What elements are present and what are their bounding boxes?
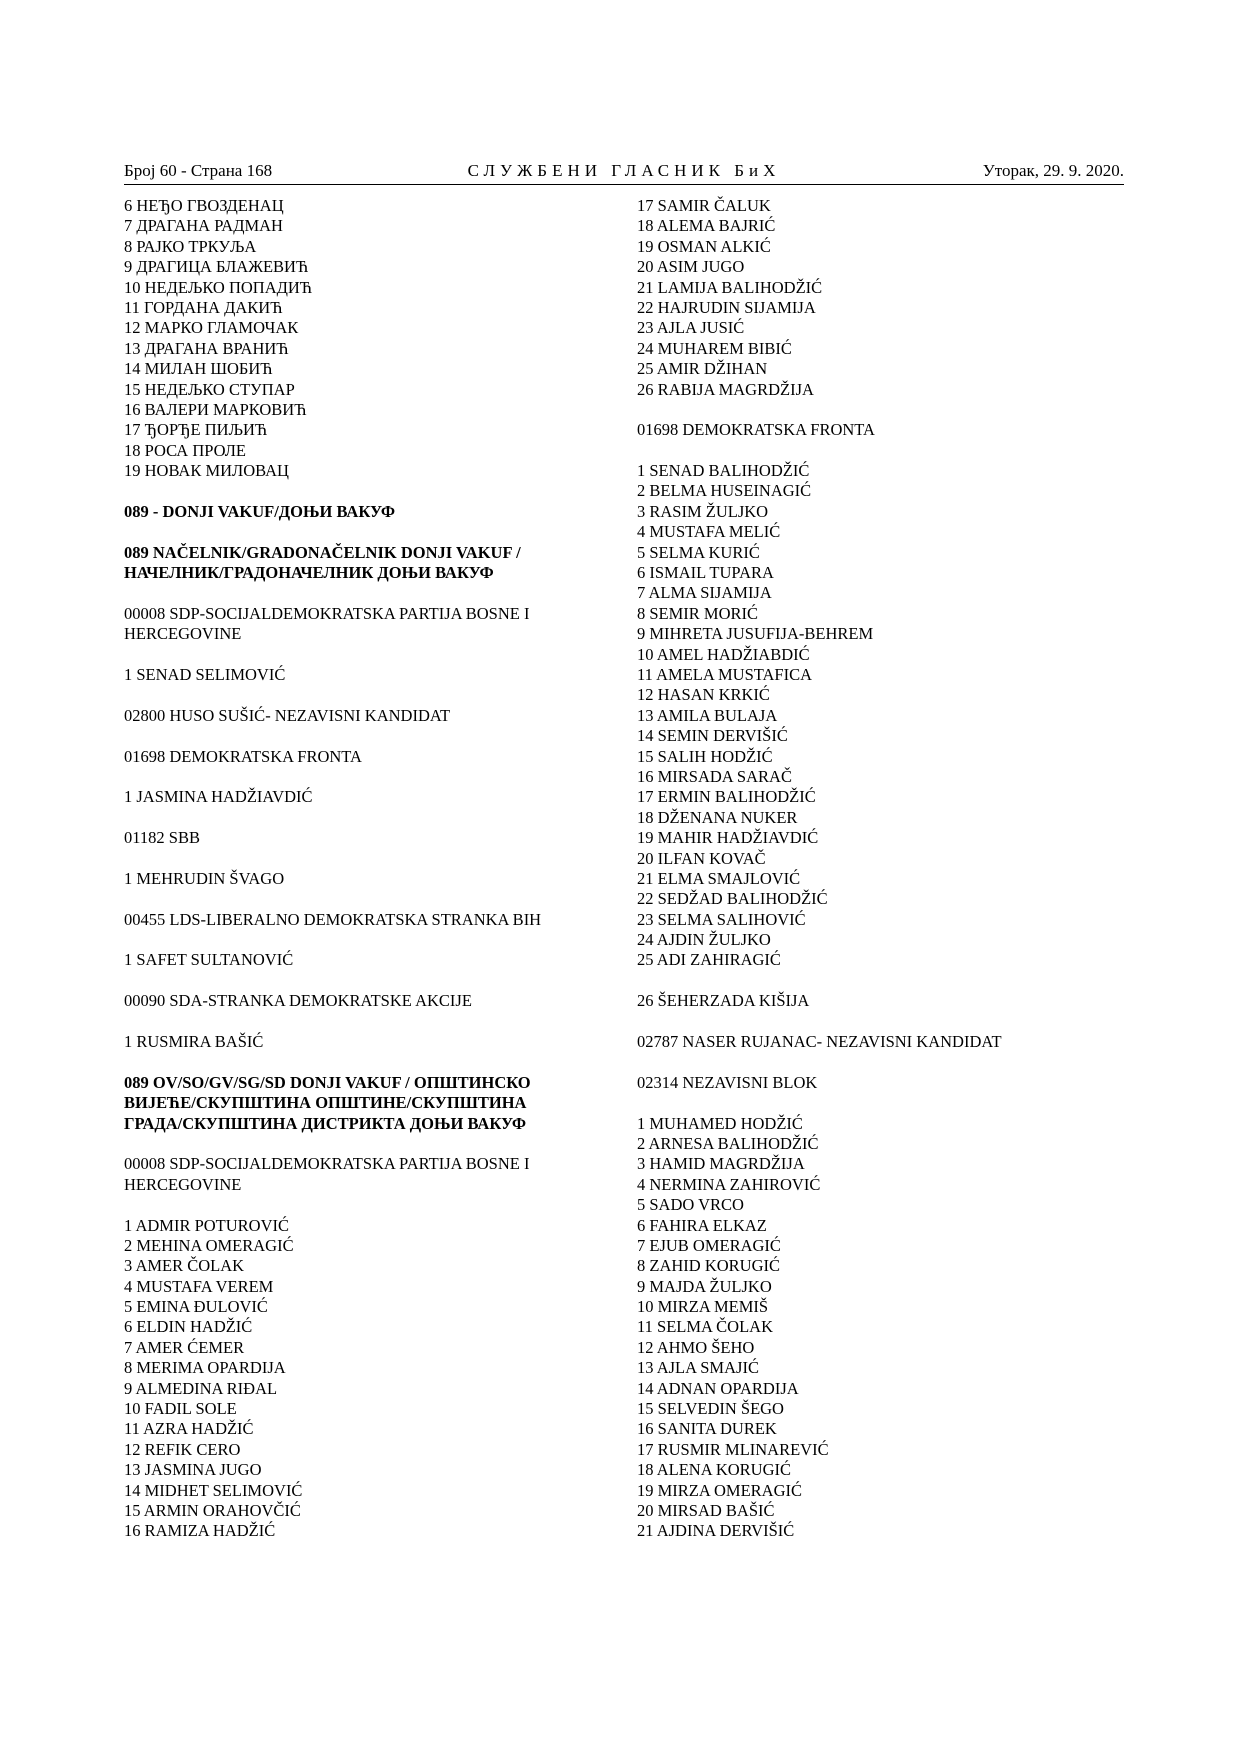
- section-heading: ВИЈЕЋЕ/СКУПШТИНА ОПШТИНЕ/СКУПШТИНА: [124, 1093, 527, 1113]
- list-item: 7 AMER ĆEMER: [124, 1337, 245, 1357]
- list-item: 12 AHMO ŠEHO: [637, 1337, 755, 1357]
- blank-line: [124, 481, 594, 501]
- section-heading: 089 OV/SO/GV/SG/SD DONJI VAKUF / ОПШТИНСКО: [124, 1072, 531, 1092]
- list-item: 9 MAJDA ŽULJKO: [637, 1276, 772, 1296]
- list-item: 00455 LDS-LIBERALNO DEMOKRATSKA STRANKA BIH: [124, 909, 542, 929]
- list-item: 00008 SDP-SOCIJALDEMOKRATSKA PARTIJA BOSNE I: [124, 603, 530, 623]
- list-item: 5 SADO VRCO: [637, 1195, 744, 1215]
- blank-line: [124, 726, 594, 746]
- list-item: 3 AMER ČOLAK: [124, 1256, 245, 1276]
- list-item: 8 РАЈКО ТРКУЉА: [124, 236, 257, 256]
- list-item: 02787 NASER RUJANAC- NEZAVISNI KANDIDAT: [637, 1032, 1002, 1052]
- list-item: 18 ALENA KORUGIĆ: [637, 1460, 792, 1480]
- list-item: 25 ADI ZAHIRAGIĆ: [637, 950, 781, 970]
- blank-line: [637, 441, 1107, 461]
- list-item: 2 BELMA HUSEINAGIĆ: [637, 481, 812, 501]
- list-item: 17 RUSMIR MLINAREVIĆ: [637, 1439, 829, 1459]
- blank-line: [124, 685, 594, 705]
- list-item: 8 SEMIR MORIĆ: [637, 603, 759, 623]
- list-item: 14 МИЛАН ШОБИЋ: [124, 359, 273, 379]
- blank-line: [637, 971, 1107, 991]
- list-item: 20 MIRSAD BAŠIĆ: [637, 1501, 775, 1520]
- list-item: 10 MIRZA MEMIŠ: [637, 1297, 769, 1317]
- list-item: 00090 SDA-STRANKA DEMOKRATSKE AKCIJE: [124, 991, 472, 1011]
- left-column: [124, 196, 594, 1542]
- list-item: 13 ДРАГАНА ВРАНИЋ: [124, 338, 289, 358]
- list-item: 13 AJLA SMAJIĆ: [637, 1358, 759, 1378]
- list-item: 16 ВАЛЕРИ МАРКОВИЋ: [124, 399, 307, 419]
- list-item: 19 MAHIR HADŽIAVDIĆ: [637, 828, 819, 848]
- list-item: 20 ASIM JUGO: [637, 257, 745, 277]
- right-column: [637, 196, 1107, 1542]
- list-item: 01698 DEMOKRATSKA FRONTA: [637, 420, 875, 440]
- list-item: 13 JASMINA JUGO: [124, 1460, 262, 1480]
- list-item: 00008 SDP-SOCIJALDEMOKRATSKA PARTIJA BOSNE I: [124, 1154, 530, 1174]
- list-item: 4 NERMINA ZAHIROVIĆ: [637, 1174, 821, 1194]
- list-item: 22 SEDŽAD BALIHODŽIĆ: [637, 889, 828, 909]
- list-item: 13 AMILA BULAJA: [637, 705, 778, 725]
- publication-date: Уторак, 29. 9. 2020.: [982, 161, 1124, 180]
- list-item: 20 ILFAN KOVAČ: [637, 848, 766, 868]
- list-item: 23 SELMA SALIHOVIĆ: [637, 909, 806, 929]
- section-heading: 089 NAČELNIK/GRADONAČELNIK DONJI VAKUF /: [124, 542, 521, 562]
- blank-line: [124, 849, 594, 869]
- blank-line: [637, 1012, 1107, 1032]
- list-item: 3 RASIM ŽULJKO: [637, 501, 769, 521]
- list-item: 26 RABIJA MAGRDŽIJA: [637, 379, 814, 399]
- list-item: 2 ARNESA BALIHODŽIĆ: [637, 1133, 819, 1153]
- blank-line: [124, 645, 594, 665]
- list-item: 11 ГОРДАНА ДАКИЋ: [124, 297, 283, 317]
- list-item: 12 МАРКО ГЛАМОЧАК: [124, 318, 299, 338]
- list-item: 1 JASMINA HADŽIAVDIĆ: [124, 787, 313, 807]
- blank-line: [124, 1012, 594, 1032]
- blank-line: [124, 971, 594, 991]
- list-item: 2 MEHINA OMERAGIĆ: [124, 1235, 294, 1255]
- list-item: 10 НЕДЕЉКО ПОПАДИЋ: [124, 277, 313, 297]
- list-item: HERCEGOVINE: [124, 1174, 242, 1194]
- blank-line: [124, 889, 594, 909]
- list-item: 1 SENAD SELIMOVIĆ: [124, 664, 286, 684]
- list-item: 10 AMEL HADŽIABDIĆ: [637, 644, 810, 664]
- blank-line: [124, 767, 594, 787]
- blank-line: [637, 1052, 1107, 1072]
- list-item: 9 ДРАГИЦА БЛАЖЕВИЋ: [124, 257, 309, 277]
- list-item: 15 ARMIN ORAHOVČIĆ: [124, 1501, 301, 1520]
- list-item: 1 SAFET SULTANOVIĆ: [124, 950, 294, 970]
- list-item: 1 MUHAMED HODŽIĆ: [637, 1113, 803, 1133]
- section-heading: НАЧЕЛНИК/ГРАДОНАЧЕЛНИК ДОЊИ ВАКУФ: [124, 563, 494, 583]
- list-item: 3 HAMID MAGRDŽIJA: [637, 1154, 805, 1174]
- list-item: 17 ERMIN BALIHODŽIĆ: [637, 787, 816, 807]
- list-item: 12 HASAN KRKIĆ: [637, 685, 770, 705]
- list-item: 15 SALIH HODŽIĆ: [637, 746, 773, 766]
- list-item: 6 ELDIN HADŽIĆ: [124, 1317, 253, 1337]
- list-item: 12 REFIK CERO: [124, 1439, 241, 1459]
- list-item: 02314 NEZAVISNI BLOK: [637, 1072, 818, 1092]
- list-item: 19 MIRZA OMERAGIĆ: [637, 1480, 803, 1500]
- page-header: [124, 160, 1124, 185]
- list-item: 7 EJUB OMERAGIĆ: [637, 1235, 781, 1255]
- list-item: 15 SELVEDIN ŠEGO: [637, 1399, 784, 1419]
- blank-line: [124, 808, 594, 828]
- list-item: 11 AMELA MUSTAFICA: [637, 664, 813, 684]
- list-item: 7 ДРАГАНА РАДМАН: [124, 216, 283, 236]
- gazette-title: СЛУЖБЕНИ ГЛАСНИК БиХ: [467, 161, 781, 180]
- list-item: 4 MUSTAFA MELIĆ: [637, 522, 781, 542]
- list-item: 4 MUSTAFA VEREM: [124, 1276, 274, 1296]
- list-item: 10 FADIL SOLE: [124, 1399, 237, 1419]
- list-item: 6 FAHIRA ELKAZ: [637, 1215, 767, 1235]
- list-item: 02800 HUSO SUŠIĆ- NEZAVISNI KANDIDAT: [124, 705, 451, 725]
- list-item: 1 RUSMIRA BAŠIĆ: [124, 1032, 264, 1052]
- list-item: 1 SENAD BALIHODŽIĆ: [637, 461, 810, 481]
- list-item: 11 SELMA ČOLAK: [637, 1317, 773, 1337]
- blank-line: [124, 522, 594, 542]
- list-item: 01698 DEMOKRATSKA FRONTA: [124, 746, 362, 766]
- list-item: 8 ZAHID KORUGIĆ: [637, 1256, 780, 1276]
- blank-line: [124, 1195, 594, 1215]
- list-item: 5 SELMA KURIĆ: [637, 542, 760, 562]
- list-item: 17 SAMIR ČALUK: [637, 196, 771, 215]
- list-item: 21 LAMIJA BALIHODŽIĆ: [637, 277, 823, 297]
- list-item: HERCEGOVINE: [124, 624, 242, 644]
- list-item: 14 MIDHET SELIMOVIĆ: [124, 1480, 303, 1500]
- blank-line: [124, 1134, 594, 1154]
- list-item: 7 ALMA SIJAMIJA: [637, 583, 772, 603]
- blank-line: [124, 583, 594, 603]
- list-item: 9 MIHRETA JUSUFIJA-BEHREM: [637, 624, 874, 644]
- list-item: 01182 SBB: [124, 828, 200, 848]
- list-item: 26 ŠEHERZADA KIŠIJA: [637, 991, 810, 1011]
- list-item: 1 MEHRUDIN ŠVAGO: [124, 868, 285, 888]
- list-item: 5 EMINA ĐULOVIĆ: [124, 1297, 268, 1317]
- list-item: 21 ELMA SMAJLOVIĆ: [637, 868, 801, 888]
- list-item: 24 MUHAREM BIBIĆ: [637, 338, 792, 358]
- list-item: 9 ALMEDINA RIĐAL: [124, 1378, 278, 1398]
- list-item: 6 ISMAIL TUPARA: [637, 563, 774, 583]
- blank-line: [637, 1093, 1107, 1113]
- list-item: 6 НЕЂО ГВОЗДЕНАЦ: [124, 196, 284, 215]
- list-item: 15 НЕДЕЉКО СТУПАР: [124, 379, 295, 399]
- list-item: 18 ALEMA BAJRIĆ: [637, 216, 776, 236]
- list-item: 18 РОСА ПРОЛЕ: [124, 440, 247, 460]
- blank-line: [124, 1052, 594, 1072]
- list-item: 23 AJLA JUSIĆ: [637, 318, 745, 338]
- issue-page-number: Број 60 - Страна 168: [124, 161, 273, 180]
- list-item: 8 MERIMA OPARDIJA: [124, 1358, 286, 1378]
- list-item: 21 AJDINA DERVIŠIĆ: [637, 1521, 795, 1541]
- list-item: 18 DŽENANA NUKER: [637, 807, 798, 827]
- list-item: 16 SANITA DUREK: [637, 1419, 777, 1439]
- list-item: 14 ADNAN OPARDIJA: [637, 1378, 799, 1398]
- list-item: 22 HAJRUDIN SIJAMIJA: [637, 297, 816, 317]
- list-item: 16 MIRSADA SARAČ: [637, 766, 792, 786]
- list-item: 17 ЂОРЂЕ ПИЉИЋ: [124, 420, 268, 440]
- list-item: 11 AZRA HADŽIĆ: [124, 1419, 254, 1439]
- section-heading: 089 - DONJI VAKUF/ДОЊИ ВАКУФ: [124, 501, 396, 521]
- list-item: 19 OSMAN ALKIĆ: [637, 236, 771, 256]
- section-heading: ГРАДА/СКУПШТИНА ДИСТРИКТА ДОЊИ ВАКУФ: [124, 1113, 527, 1133]
- list-item: 14 SEMIN DERVIŠIĆ: [637, 726, 788, 746]
- blank-line: [124, 930, 594, 950]
- list-item: 1 ADMIR POTUROVIĆ: [124, 1215, 290, 1235]
- list-item: 19 НОВАК МИЛОВАЦ: [124, 461, 289, 481]
- list-item: 24 AJDIN ŽULJKO: [637, 930, 771, 950]
- blank-line: [637, 400, 1107, 420]
- list-item: 16 RAMIZA HADŽIĆ: [124, 1521, 276, 1541]
- list-item: 25 AMIR DŽIHAN: [637, 359, 768, 379]
